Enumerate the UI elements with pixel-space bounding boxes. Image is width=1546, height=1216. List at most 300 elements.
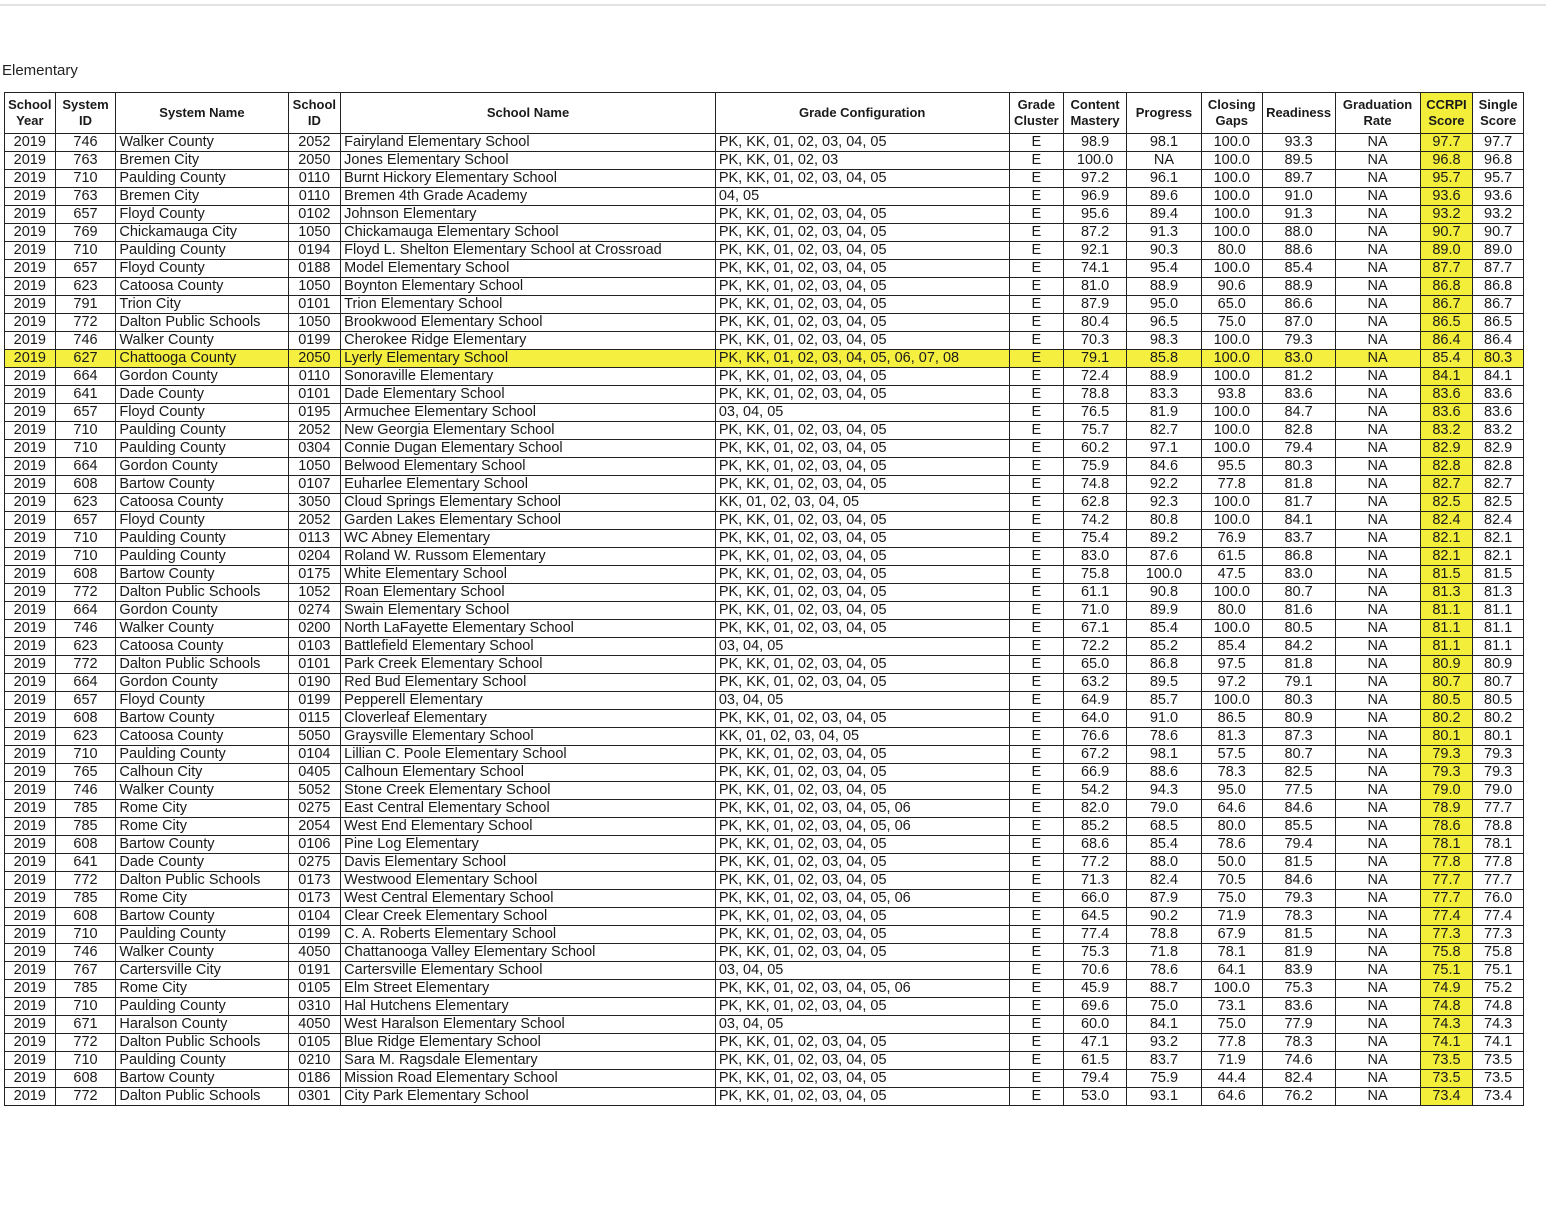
col-readiness-cell: 81.5 xyxy=(1262,926,1335,944)
col-school-year-cell: 2019 xyxy=(5,980,56,998)
col-progress-cell: 90.2 xyxy=(1126,908,1201,926)
col-school-name-cell: Davis Elementary School xyxy=(341,854,716,872)
col-system-name-cell: Gordon County xyxy=(116,674,288,692)
col-school-name-cell: Chickamauga Elementary School xyxy=(341,224,716,242)
col-single-score-cell: 77.7 xyxy=(1473,800,1524,818)
table-row xyxy=(5,746,1524,764)
col-content-mastery-cell: 87.9 xyxy=(1064,296,1127,314)
col-system-name-cell: Catoosa County xyxy=(116,728,288,746)
col-grade-cluster-header: Grade Cluster xyxy=(1009,93,1064,134)
col-grade-cluster-cell: E xyxy=(1009,350,1064,368)
col-grade-configuration-cell: PK, KK, 01, 02, 03, 04, 05 xyxy=(715,548,1009,566)
col-grade-configuration-cell: 03, 04, 05 xyxy=(715,638,1009,656)
col-system-name-cell: Paulding County xyxy=(116,548,288,566)
col-progress-cell: 89.2 xyxy=(1126,530,1201,548)
col-school-id-cell: 0199 xyxy=(288,692,341,710)
col-ccrpi-score-cell: 73.4 xyxy=(1420,1088,1473,1106)
col-content-mastery-cell: 60.0 xyxy=(1064,1016,1127,1034)
col-closing-gaps-cell: 80.0 xyxy=(1201,242,1262,260)
col-system-name-cell: Chattooga County xyxy=(116,350,288,368)
col-school-name-cell: North LaFayette Elementary School xyxy=(341,620,716,638)
col-single-score-cell: 83.6 xyxy=(1473,404,1524,422)
col-system-name-cell: Bartow County xyxy=(116,1070,288,1088)
col-school-id-cell: 1050 xyxy=(288,224,341,242)
col-graduation-rate-cell: NA xyxy=(1335,152,1420,170)
ccrpi-table xyxy=(4,92,1524,1106)
col-content-mastery-cell: 76.5 xyxy=(1064,404,1127,422)
col-closing-gaps-cell: 75.0 xyxy=(1201,1016,1262,1034)
col-content-mastery-cell: 83.0 xyxy=(1064,548,1127,566)
col-graduation-rate-cell: NA xyxy=(1335,170,1420,188)
col-readiness-cell: 80.3 xyxy=(1262,458,1335,476)
col-grade-configuration-cell: PK, KK, 01, 02, 03, 04, 05 xyxy=(715,656,1009,674)
table-row xyxy=(5,566,1524,584)
col-school-name-cell: West Haralson Elementary School xyxy=(341,1016,716,1034)
col-system-id-cell: 772 xyxy=(55,1034,116,1052)
col-closing-gaps-cell: 61.5 xyxy=(1201,548,1262,566)
col-ccrpi-score-cell: 86.7 xyxy=(1420,296,1473,314)
col-ccrpi-score-cell: 81.1 xyxy=(1420,620,1473,638)
col-progress-cell: 90.8 xyxy=(1126,584,1201,602)
col-content-mastery-cell: 74.1 xyxy=(1064,260,1127,278)
col-school-year-cell: 2019 xyxy=(5,476,56,494)
table-row xyxy=(5,764,1524,782)
table-row xyxy=(5,818,1524,836)
col-ccrpi-score-cell: 81.5 xyxy=(1420,566,1473,584)
col-system-id-cell: 671 xyxy=(55,1016,116,1034)
col-school-year-cell: 2019 xyxy=(5,512,56,530)
col-school-id-cell: 0175 xyxy=(288,566,341,584)
col-closing-gaps-cell: 73.1 xyxy=(1201,998,1262,1016)
col-school-id-cell: 0110 xyxy=(288,170,341,188)
col-graduation-rate-cell: NA xyxy=(1335,872,1420,890)
col-closing-gaps-cell: 97.2 xyxy=(1201,674,1262,692)
col-school-year-header: School Year xyxy=(5,93,56,134)
col-system-name-cell: Rome City xyxy=(116,818,288,836)
col-system-name-cell: Bremen City xyxy=(116,188,288,206)
col-readiness-cell: 85.5 xyxy=(1262,818,1335,836)
col-content-mastery-cell: 82.0 xyxy=(1064,800,1127,818)
col-school-name-cell: East Central Elementary School xyxy=(341,800,716,818)
col-grade-cluster-cell: E xyxy=(1009,998,1064,1016)
col-system-name-cell: Floyd County xyxy=(116,404,288,422)
col-school-id-cell: 0210 xyxy=(288,1052,341,1070)
table-row xyxy=(5,422,1524,440)
col-school-id-cell: 0101 xyxy=(288,386,341,404)
col-system-id-cell: 772 xyxy=(55,656,116,674)
col-school-name-cell: City Park Elementary School xyxy=(341,1088,716,1106)
col-readiness-cell: 88.6 xyxy=(1262,242,1335,260)
col-system-id-cell: 657 xyxy=(55,206,116,224)
col-readiness-cell: 84.6 xyxy=(1262,872,1335,890)
col-school-id-cell: 1050 xyxy=(288,458,341,476)
col-ccrpi-score-cell: 82.9 xyxy=(1420,440,1473,458)
table-row xyxy=(5,656,1524,674)
col-content-mastery-cell: 70.3 xyxy=(1064,332,1127,350)
col-system-name-cell: Walker County xyxy=(116,944,288,962)
col-school-year-cell: 2019 xyxy=(5,296,56,314)
col-content-mastery-cell: 68.6 xyxy=(1064,836,1127,854)
col-grade-configuration-cell: PK, KK, 01, 02, 03, 04, 05 xyxy=(715,1070,1009,1088)
col-ccrpi-score-cell: 75.1 xyxy=(1420,962,1473,980)
col-grade-cluster-cell: E xyxy=(1009,530,1064,548)
col-closing-gaps-cell: 70.5 xyxy=(1201,872,1262,890)
col-system-id-cell: 763 xyxy=(55,152,116,170)
col-readiness-cell: 81.9 xyxy=(1262,944,1335,962)
col-content-mastery-cell: 75.8 xyxy=(1064,566,1127,584)
col-progress-cell: 89.6 xyxy=(1126,188,1201,206)
col-grade-cluster-cell: E xyxy=(1009,386,1064,404)
col-closing-gaps-cell: 44.4 xyxy=(1201,1070,1262,1088)
col-readiness-cell: 87.3 xyxy=(1262,728,1335,746)
col-ccrpi-score-cell: 73.5 xyxy=(1420,1052,1473,1070)
col-ccrpi-score-cell: 80.5 xyxy=(1420,692,1473,710)
col-graduation-rate-header: Graduation Rate xyxy=(1335,93,1420,134)
col-closing-gaps-cell: 57.5 xyxy=(1201,746,1262,764)
col-closing-gaps-cell: 100.0 xyxy=(1201,206,1262,224)
table-header-row xyxy=(5,93,1524,134)
col-ccrpi-score-cell: 86.4 xyxy=(1420,332,1473,350)
col-ccrpi-score-cell: 86.5 xyxy=(1420,314,1473,332)
col-content-mastery-cell: 62.8 xyxy=(1064,494,1127,512)
col-system-name-cell: Walker County xyxy=(116,782,288,800)
col-content-mastery-cell: 100.0 xyxy=(1064,152,1127,170)
col-graduation-rate-cell: NA xyxy=(1335,962,1420,980)
col-grade-cluster-cell: E xyxy=(1009,692,1064,710)
col-graduation-rate-cell: NA xyxy=(1335,782,1420,800)
col-graduation-rate-cell: NA xyxy=(1335,476,1420,494)
col-school-year-cell: 2019 xyxy=(5,710,56,728)
col-grade-configuration-cell: 03, 04, 05 xyxy=(715,962,1009,980)
col-school-name-cell: Westwood Elementary School xyxy=(341,872,716,890)
col-readiness-cell: 79.4 xyxy=(1262,440,1335,458)
col-content-mastery-cell: 97.2 xyxy=(1064,170,1127,188)
col-system-name-cell: Haralson County xyxy=(116,1016,288,1034)
col-system-id-cell: 623 xyxy=(55,494,116,512)
col-graduation-rate-cell: NA xyxy=(1335,530,1420,548)
col-graduation-rate-cell: NA xyxy=(1335,278,1420,296)
col-school-year-cell: 2019 xyxy=(5,422,56,440)
col-school-year-cell: 2019 xyxy=(5,314,56,332)
col-ccrpi-score-cell: 93.6 xyxy=(1420,188,1473,206)
col-single-score-cell: 93.6 xyxy=(1473,188,1524,206)
col-content-mastery-cell: 76.6 xyxy=(1064,728,1127,746)
col-single-score-cell: 86.7 xyxy=(1473,296,1524,314)
col-progress-cell: 95.0 xyxy=(1126,296,1201,314)
col-school-id-cell: 0173 xyxy=(288,872,341,890)
col-content-mastery-cell: 92.1 xyxy=(1064,242,1127,260)
col-school-name-cell: Trion Elementary School xyxy=(341,296,716,314)
col-single-score-cell: 77.7 xyxy=(1473,872,1524,890)
col-single-score-cell: 81.5 xyxy=(1473,566,1524,584)
col-system-id-cell: 746 xyxy=(55,332,116,350)
col-grade-cluster-cell: E xyxy=(1009,746,1064,764)
col-system-id-cell: 746 xyxy=(55,782,116,800)
col-system-id-cell: 664 xyxy=(55,458,116,476)
col-single-score-cell: 81.1 xyxy=(1473,620,1524,638)
col-single-score-cell: 79.3 xyxy=(1473,746,1524,764)
col-grade-configuration-cell: PK, KK, 01, 02, 03, 04, 05 xyxy=(715,206,1009,224)
col-grade-cluster-cell: E xyxy=(1009,404,1064,422)
col-system-name-cell: Bartow County xyxy=(116,710,288,728)
col-system-name-cell: Calhoun City xyxy=(116,764,288,782)
table-row xyxy=(5,1070,1524,1088)
table-row xyxy=(5,728,1524,746)
col-grade-configuration-cell: PK, KK, 01, 02, 03, 04, 05 xyxy=(715,998,1009,1016)
col-single-score-cell: 82.1 xyxy=(1473,548,1524,566)
col-school-id-cell: 3050 xyxy=(288,494,341,512)
col-school-year-cell: 2019 xyxy=(5,458,56,476)
table-body xyxy=(5,134,1524,1106)
col-school-name-cell: Clear Creek Elementary School xyxy=(341,908,716,926)
col-ccrpi-score-cell: 77.7 xyxy=(1420,890,1473,908)
col-progress-cell: 82.4 xyxy=(1126,872,1201,890)
col-system-name-cell: Floyd County xyxy=(116,260,288,278)
col-school-id-cell: 0105 xyxy=(288,1034,341,1052)
col-grade-cluster-cell: E xyxy=(1009,170,1064,188)
col-system-id-cell: 785 xyxy=(55,980,116,998)
col-single-score-cell: 74.1 xyxy=(1473,1034,1524,1052)
col-graduation-rate-cell: NA xyxy=(1335,548,1420,566)
col-single-score-cell: 80.5 xyxy=(1473,692,1524,710)
col-ccrpi-score-cell: 93.2 xyxy=(1420,206,1473,224)
col-closing-gaps-cell: 95.5 xyxy=(1201,458,1262,476)
col-grade-cluster-cell: E xyxy=(1009,278,1064,296)
col-single-score-cell: 73.5 xyxy=(1473,1052,1524,1070)
col-single-score-cell: 81.1 xyxy=(1473,602,1524,620)
col-graduation-rate-cell: NA xyxy=(1335,566,1420,584)
col-single-score-cell: 86.8 xyxy=(1473,278,1524,296)
col-readiness-cell: 84.2 xyxy=(1262,638,1335,656)
col-school-id-cell: 0200 xyxy=(288,620,341,638)
col-school-name-cell: Graysville Elementary School xyxy=(341,728,716,746)
col-progress-cell: 87.6 xyxy=(1126,548,1201,566)
col-system-name-cell: Paulding County xyxy=(116,440,288,458)
col-single-score-cell: 83.2 xyxy=(1473,422,1524,440)
col-school-year-cell: 2019 xyxy=(5,566,56,584)
col-graduation-rate-cell: NA xyxy=(1335,692,1420,710)
col-school-id-cell: 2050 xyxy=(288,152,341,170)
col-grade-configuration-cell: PK, KK, 01, 02, 03, 04, 05, 06 xyxy=(715,980,1009,998)
col-readiness-cell: 88.0 xyxy=(1262,224,1335,242)
col-system-name-cell: Paulding County xyxy=(116,170,288,188)
col-single-score-cell: 80.1 xyxy=(1473,728,1524,746)
col-school-year-cell: 2019 xyxy=(5,782,56,800)
col-school-name-cell: Roan Elementary School xyxy=(341,584,716,602)
col-single-score-cell: 82.1 xyxy=(1473,530,1524,548)
col-system-id-cell: 746 xyxy=(55,620,116,638)
table-row xyxy=(5,350,1524,368)
col-graduation-rate-cell: NA xyxy=(1335,260,1420,278)
col-school-id-cell: 0274 xyxy=(288,602,341,620)
col-ccrpi-score-cell: 82.8 xyxy=(1420,458,1473,476)
col-content-mastery-cell: 74.2 xyxy=(1064,512,1127,530)
col-school-id-cell: 0115 xyxy=(288,710,341,728)
col-single-score-cell: 86.4 xyxy=(1473,332,1524,350)
col-ccrpi-score-cell: 77.8 xyxy=(1420,854,1473,872)
col-system-id-cell: 710 xyxy=(55,242,116,260)
col-graduation-rate-cell: NA xyxy=(1335,836,1420,854)
col-system-name-cell: Paulding County xyxy=(116,242,288,260)
table-row xyxy=(5,188,1524,206)
col-school-name-cell: Dade Elementary School xyxy=(341,386,716,404)
col-readiness-cell: 82.8 xyxy=(1262,422,1335,440)
col-readiness-cell: 84.7 xyxy=(1262,404,1335,422)
col-grade-configuration-cell: PK, KK, 01, 02, 03, 04, 05 xyxy=(715,1034,1009,1052)
col-ccrpi-score-cell: 80.1 xyxy=(1420,728,1473,746)
table-row xyxy=(5,134,1524,152)
col-school-id-cell: 0304 xyxy=(288,440,341,458)
col-ccrpi-score-header: CCRPI Score xyxy=(1420,93,1473,134)
col-grade-cluster-cell: E xyxy=(1009,1088,1064,1106)
table-row xyxy=(5,692,1524,710)
col-system-name-cell: Walker County xyxy=(116,620,288,638)
col-school-name-cell: West End Elementary School xyxy=(341,818,716,836)
col-grade-cluster-cell: E xyxy=(1009,296,1064,314)
col-school-id-cell: 2054 xyxy=(288,818,341,836)
table-row xyxy=(5,962,1524,980)
col-progress-cell: 82.7 xyxy=(1126,422,1201,440)
col-content-mastery-cell: 98.9 xyxy=(1064,134,1127,152)
col-readiness-cell: 80.5 xyxy=(1262,620,1335,638)
col-progress-cell: 96.1 xyxy=(1126,170,1201,188)
col-school-year-cell: 2019 xyxy=(5,206,56,224)
col-content-mastery-cell: 63.2 xyxy=(1064,674,1127,692)
col-ccrpi-score-cell: 82.5 xyxy=(1420,494,1473,512)
col-ccrpi-score-cell: 77.3 xyxy=(1420,926,1473,944)
col-grade-cluster-cell: E xyxy=(1009,1070,1064,1088)
col-school-year-cell: 2019 xyxy=(5,386,56,404)
col-grade-configuration-cell: PK, KK, 01, 02, 03, 04, 05 xyxy=(715,278,1009,296)
col-grade-cluster-cell: E xyxy=(1009,440,1064,458)
table-row xyxy=(5,1052,1524,1070)
col-progress-cell: 100.0 xyxy=(1126,566,1201,584)
col-grade-configuration-cell: PK, KK, 01, 02, 03, 04, 05 xyxy=(715,512,1009,530)
col-progress-cell: 85.4 xyxy=(1126,620,1201,638)
col-progress-cell: 89.5 xyxy=(1126,674,1201,692)
col-closing-gaps-cell: 100.0 xyxy=(1201,440,1262,458)
col-closing-gaps-cell: 100.0 xyxy=(1201,224,1262,242)
col-school-year-cell: 2019 xyxy=(5,602,56,620)
col-school-id-cell: 0102 xyxy=(288,206,341,224)
col-school-name-cell: Chattanooga Valley Elementary School xyxy=(341,944,716,962)
col-school-year-cell: 2019 xyxy=(5,854,56,872)
col-progress-cell: 80.8 xyxy=(1126,512,1201,530)
col-grade-cluster-cell: E xyxy=(1009,512,1064,530)
col-closing-gaps-cell: 75.0 xyxy=(1201,314,1262,332)
col-school-id-cell: 0101 xyxy=(288,656,341,674)
col-school-id-cell: 0190 xyxy=(288,674,341,692)
col-single-score-cell: 86.5 xyxy=(1473,314,1524,332)
col-system-id-cell: 710 xyxy=(55,1052,116,1070)
col-closing-gaps-cell: 78.6 xyxy=(1201,836,1262,854)
col-grade-configuration-cell: PK, KK, 01, 02, 03, 04, 05 xyxy=(715,368,1009,386)
col-grade-configuration-cell: PK, KK, 01, 02, 03, 04, 05 xyxy=(715,674,1009,692)
col-content-mastery-cell: 85.2 xyxy=(1064,818,1127,836)
col-school-name-cell: Cherokee Ridge Elementary xyxy=(341,332,716,350)
col-single-score-cell: 73.5 xyxy=(1473,1070,1524,1088)
col-content-mastery-cell: 61.5 xyxy=(1064,1052,1127,1070)
col-ccrpi-score-cell: 80.7 xyxy=(1420,674,1473,692)
col-ccrpi-score-cell: 82.4 xyxy=(1420,512,1473,530)
col-content-mastery-cell: 95.6 xyxy=(1064,206,1127,224)
col-system-id-cell: 767 xyxy=(55,962,116,980)
col-single-score-cell: 77.4 xyxy=(1473,908,1524,926)
col-readiness-cell: 83.0 xyxy=(1262,566,1335,584)
col-graduation-rate-cell: NA xyxy=(1335,926,1420,944)
col-system-name-cell: Bremen City xyxy=(116,152,288,170)
col-school-name-cell: C. A. Roberts Elementary School xyxy=(341,926,716,944)
col-school-id-cell: 0199 xyxy=(288,332,341,350)
col-grade-configuration-cell: PK, KK, 01, 02, 03, 04, 05 xyxy=(715,386,1009,404)
col-readiness-cell: 77.9 xyxy=(1262,1016,1335,1034)
col-closing-gaps-cell: 75.0 xyxy=(1201,890,1262,908)
col-progress-cell: 94.3 xyxy=(1126,782,1201,800)
col-graduation-rate-cell: NA xyxy=(1335,512,1420,530)
col-grade-cluster-cell: E xyxy=(1009,818,1064,836)
col-single-score-cell: 82.8 xyxy=(1473,458,1524,476)
col-grade-configuration-cell: PK, KK, 01, 02, 03, 04, 05 xyxy=(715,782,1009,800)
col-school-year-cell: 2019 xyxy=(5,350,56,368)
col-school-year-cell: 2019 xyxy=(5,1016,56,1034)
col-school-id-cell: 5052 xyxy=(288,782,341,800)
col-grade-cluster-cell: E xyxy=(1009,620,1064,638)
col-graduation-rate-cell: NA xyxy=(1335,242,1420,260)
col-grade-cluster-cell: E xyxy=(1009,890,1064,908)
col-grade-configuration-cell: PK, KK, 01, 02, 03, 04, 05 xyxy=(715,710,1009,728)
col-ccrpi-score-cell: 74.1 xyxy=(1420,1034,1473,1052)
col-school-name-cell: Stone Creek Elementary School xyxy=(341,782,716,800)
col-school-name-cell: West Central Elementary School xyxy=(341,890,716,908)
table-row xyxy=(5,620,1524,638)
table-row xyxy=(5,1016,1524,1034)
table-row xyxy=(5,836,1524,854)
col-system-id-cell: 710 xyxy=(55,440,116,458)
col-school-name-cell: Fairyland Elementary School xyxy=(341,134,716,152)
col-school-year-cell: 2019 xyxy=(5,134,56,152)
page-title: Elementary xyxy=(2,62,78,79)
col-ccrpi-score-cell: 81.1 xyxy=(1420,638,1473,656)
col-single-score-cell: 73.4 xyxy=(1473,1088,1524,1106)
col-school-id-cell: 4050 xyxy=(288,1016,341,1034)
col-grade-cluster-cell: E xyxy=(1009,980,1064,998)
table-row xyxy=(5,944,1524,962)
col-school-name-cell: New Georgia Elementary School xyxy=(341,422,716,440)
col-closing-gaps-cell: 80.0 xyxy=(1201,602,1262,620)
col-content-mastery-cell: 70.6 xyxy=(1064,962,1127,980)
col-single-score-cell: 82.4 xyxy=(1473,512,1524,530)
col-progress-cell: 78.6 xyxy=(1126,962,1201,980)
col-system-id-cell: 769 xyxy=(55,224,116,242)
col-content-mastery-cell: 96.9 xyxy=(1064,188,1127,206)
col-progress-cell: 89.4 xyxy=(1126,206,1201,224)
col-grade-cluster-cell: E xyxy=(1009,314,1064,332)
col-grade-configuration-cell: PK, KK, 01, 02, 03, 04, 05 xyxy=(715,458,1009,476)
col-system-id-cell: 710 xyxy=(55,548,116,566)
col-progress-cell: 96.5 xyxy=(1126,314,1201,332)
col-school-name-cell: Red Bud Elementary School xyxy=(341,674,716,692)
col-grade-configuration-cell: PK, KK, 01, 02, 03, 04, 05 xyxy=(715,1088,1009,1106)
col-school-year-cell: 2019 xyxy=(5,998,56,1016)
col-content-mastery-cell: 61.1 xyxy=(1064,584,1127,602)
table-row xyxy=(5,224,1524,242)
top-rule xyxy=(0,4,1546,6)
col-grade-configuration-cell: PK, KK, 01, 02, 03, 04, 05 xyxy=(715,332,1009,350)
col-school-year-cell: 2019 xyxy=(5,620,56,638)
col-school-name-cell: Jones Elementary School xyxy=(341,152,716,170)
col-content-mastery-cell: 66.9 xyxy=(1064,764,1127,782)
col-single-score-cell: 77.3 xyxy=(1473,926,1524,944)
